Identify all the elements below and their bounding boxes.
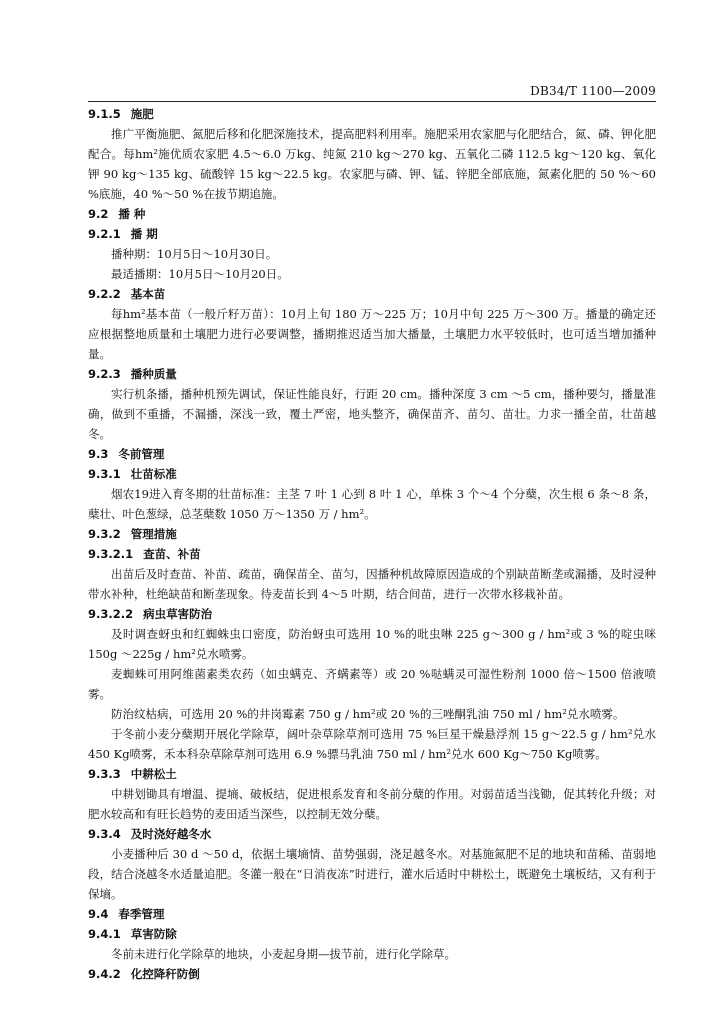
section-title: 及时浇好越冬水 (130, 827, 212, 841)
paragraph: 于冬前小麦分蘖期开展化学除草，阔叶杂草除草剂可选用 75 %巨星干燥悬浮剂 15 g～22.5 g / hm²兑水 450 Kg喷雾，禾本科杂草除草剂可选用 6.9 %骠马乳油 750 ml / hm²兑水 600 Kg～750 Kg喷雾。 (88, 727, 656, 761)
section-title: 春季管理 (118, 907, 165, 921)
paragraph: 小麦播种后 30 d ～50 d，依据土壤墒情、苗势强弱，浇足越冬水。对基施氮肥不足的地块和苗稀、苗弱地段，结合浇越冬水适量追肥。冬灌一般在“日消夜冻”时进行，灌水后适时中耕松土，既避免土壤板结，又有利于保墒。 (88, 847, 656, 901)
paragraph: 冬前未进行化学除草的地块，小麦起身期—拔节前，进行化学除草。 (111, 947, 456, 961)
section-heading (88, 924, 656, 944)
section-heading (88, 224, 656, 244)
paragraph: 防治纹枯病，可选用 20 %的井岗霉素 750 g / hm²或 20 %的三唑酮乳油 750 ml / hm²兑水喷雾。 (111, 707, 625, 721)
section-title: 壮苗标准 (130, 467, 177, 481)
section-heading (88, 764, 656, 784)
section-heading (88, 204, 656, 224)
paragraph: 播种期：10月5日～10月30日。 (111, 247, 278, 261)
section-number: 9.3.3 (88, 767, 121, 781)
section-heading (88, 284, 656, 304)
section-title: 播种质量 (130, 367, 177, 381)
section-number: 9.4 (88, 907, 109, 921)
section-number: 9.4.2 (88, 967, 121, 981)
section-heading (88, 444, 656, 464)
section-number: 9.3.2 (88, 527, 121, 541)
section-number: 9.2.3 (88, 367, 121, 381)
section-title: 查苗、补苗 (143, 547, 201, 561)
section-title: 基本苗 (130, 287, 166, 301)
paragraph: 烟农19进入育冬期的壮苗标准：主茎 7 叶 1 心到 8 叶 1 心，单株 3 个～4 个分蘖，次生根 6 条～8 条，蘖壮、叶色葱绿，总茎蘖数 1050 万～1350 万 / hm²。 (88, 487, 656, 521)
paragraph: 中耕划锄具有增温、提墒、破板结，促进根系发育和冬前分蘖的作用。对弱苗适当浅锄，促其转化升级；对肥水较高和有旺长趋势的麦田适当深些，以控制无效分蘖。 (88, 787, 656, 821)
paragraph: 每hm²基本苗（一般斤籽万苗）：10月上旬 180 万～225 万；10月中旬 225 万～300 万。播量的确定还应根据整地质量和土壤肥力进行必要调整，播期推迟适当加大播量，土壤肥力水平较低时，也可适当增加播种量。 (88, 307, 656, 361)
section-heading (88, 904, 656, 924)
section-title: 草害防除 (130, 927, 177, 941)
section-number: 9.3.2.2 (88, 607, 134, 621)
section-number: 9.3.4 (88, 827, 121, 841)
section-number: 9.3.1 (88, 467, 121, 481)
section-number: 9.3 (88, 447, 109, 461)
section-heading (88, 364, 656, 384)
section-title: 施肥 (130, 107, 154, 121)
document-body (88, 104, 656, 984)
section-number: 9.4.1 (88, 927, 121, 941)
section-heading (88, 964, 656, 984)
paragraph: 推广平衡施肥、氮肥后移和化肥深施技术，提高肥料利用率。施肥采用农家肥与化肥结合，氮、磷、钾化肥配合。每hm²施优质农家肥 4.5～6.0 万kg、纯氮 210 kg～270 kg、五氧化二磷 112.5 kg～120 kg、氧化钾 90 kg～135 kg、硫酸锌 15 kg～22.5 kg。农家肥与磷、钾、锰、锌肥全部底施，氮素化肥的 50 %～60 %底施，40 %～50 %在拔节期追施。 (88, 127, 656, 201)
section-title: 化控降秆防倒 (130, 967, 200, 981)
paragraph: 麦蜘蛛可用阿维菌素类农药（如虫螨克、齐螨素等）或 20 %哒螨灵可湿性粉剂 1000 倍～1500 倍液喷雾。 (88, 667, 656, 701)
section-number: 9.1.5 (88, 107, 121, 121)
section-number: 9.2 (88, 207, 109, 221)
header-rule (88, 101, 656, 102)
section-heading (88, 824, 656, 844)
doc-code: DB34/T 1100—2009 (530, 84, 656, 98)
section-title: 管理措施 (130, 527, 177, 541)
section-number: 9.3.2.1 (88, 547, 134, 561)
paragraph: 实行机条播，播种机预先调试，保证性能良好，行距 20 cm。播种深度 3 cm ～5 cm，播种要匀，播量准确，做到不重播，不漏播，深浅一致，覆土严密，地头整齐，确保苗齐、苗匀、苗壮。力求一播全苗，壮苗越冬。 (88, 387, 656, 441)
section-heading (88, 104, 656, 124)
section-heading (88, 604, 656, 624)
paragraph: 最适播期：10月5日～10月20日。 (111, 267, 289, 281)
section-title: 中耕松土 (130, 767, 177, 781)
section-title: 播 种 (118, 207, 146, 221)
paragraph: 及时调查蚜虫和红蜘蛛虫口密度，防治蚜虫可选用 10 %的吡虫啉 225 g～300 g / hm²或 3 %的啶虫咪 150g ～225g / hm²兑水喷雾。 (88, 627, 656, 661)
section-heading (88, 524, 656, 544)
section-heading (88, 544, 656, 564)
paragraph: 出苗后及时查苗、补苗、疏苗，确保苗全、苗匀，因播种机故障原因造成的个别缺苗断垄或漏播，及时浸种带水补种，杜绝缺苗和断垄现象。待麦苗长到 4～5 叶期，结合间苗，进行一次带水移栽补苗。 (88, 567, 656, 601)
section-heading (88, 464, 656, 484)
section-number: 9.2.2 (88, 287, 121, 301)
section-title: 病虫草害防治 (143, 607, 213, 621)
section-number: 9.2.1 (88, 227, 121, 241)
section-title: 冬前管理 (118, 447, 165, 461)
section-title: 播 期 (130, 227, 158, 241)
